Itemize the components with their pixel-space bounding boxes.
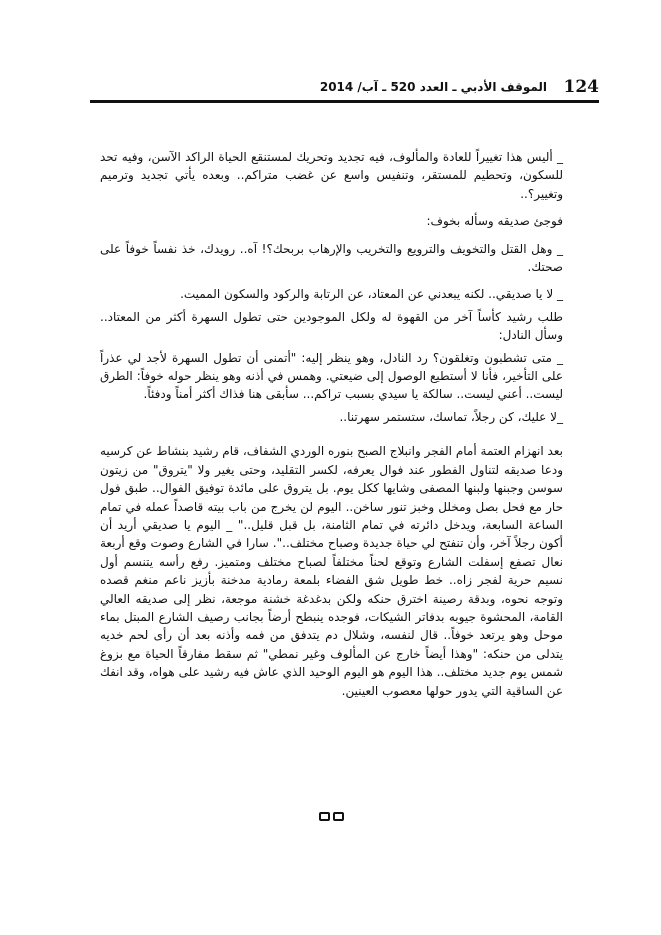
- journal-issue-info: الموقف الأدبي ـ العدد 520 ـ آب/ 2014: [319, 80, 547, 94]
- page-header: [90, 76, 599, 102]
- paragraph-7: _لا عليك، كن رجلاً، تماسك، ستستمر سهرتنا..: [339, 409, 563, 424]
- footer-box-icon: [319, 812, 330, 821]
- header-rule: [90, 100, 599, 103]
- paragraph-8: بعد انهزام العتمة أمام الفجر وانبلاج الصبح بنوره الوردي الشفاف، قام رشيد بنشاط عن كرسيه ودعا صديقه لتناول الفطور عند فوال يعرفه، لكسر التقليد، وحتى يغير ولا "يتروق" من زيتون سوسن وجبنها ولبنها المصفى وشايها ككل يوم. بل يتروق على مائدة توفيق الفوال.. طبق فول حار مع فحل بصل ومخلل وخبز تنور ساخن.. اليوم لن يخرج من باب بيته قاصداً عمله في تمام الساعة السابعة، ويدخل دائرته في تمام الثامنة، بل قبل قليل.." _ اليوم يا صديقي أريد أن أكون رجلاً آخر، وأن تنفتح لي حياة جديدة وصباح مختلف..". سارا في الشارع وصوت وقع أربعة نعال تصفع إسفلت الشارع وتوقع لحناً مختلفاً لصباح مختلف ومتميز. رفع رأسه يتنسم أول نسيم حرية لفجر زاه.. خط طويل شق الفضاء بلمعة رمادية مدخنة بأزيز ناعم منغم قصده وتوجه نحوه، وبدقة رصينة اخترق حنكه ولكن بدغدغة خشنة موجعة، نظر إلى صديقه العالي القامة، المحشوة جيوبه بدفاتر الشيكات، فوجده ينبطح أرضاً بجانب رصيف الشارع المبتل بماء موحل وهو يرتعد خوفاً.. قال لنفسه، وشلال دم يتدفق من فمه وأذنه بعد أن رأى لحم خديه يتدلى من حنكه: "وهذا أيضاً خارج عن المألوف وغير نمطي" ثم سقط مفارقاً الحياة مع بزوغ شمس يوم جديد مختلف.. هذا اليوم هو اليوم الوحيد الذي عاش فيه رشيد على هواه، وقد انفك عن الساقية التي يدور حولها معصوب العينين.: [100, 444, 563, 698]
- paragraph-3: _ وهل القتل والتخويف والترويع والتخريب والإرهاب بربحك؟! آه.. رويدك، خذ نفساً خوفاً على صحتك.: [100, 241, 563, 275]
- paragraph-5: طلب رشيد كأساً آخر من القهوة له ولكل الموجودين حتى تطول السهرة أكثر من المعتاد.. وسأل النادل:: [100, 309, 563, 343]
- paragraph-1: _ أليس هذا تغييراً للعادة والمألوف، فيه تجديد وتحريك لمستنقع الحياة الراكد الآسن، وفيه تحد للسكون، وتحطيم للمستقر، وتنفيس واسع عن غضب متراكم.. وبعده يأتي تجديد وترميم وتغيير؟..: [100, 150, 563, 201]
- paragraph-2: فوجئ صديقه وسأله بخوف:: [426, 214, 563, 229]
- paragraph-4: _ لا يا صديقي.. لكنه يبعدني عن المعتاد، عن الرتابة والركود والسكون المميت.: [180, 287, 563, 302]
- page-number: 124: [563, 77, 599, 97]
- footer-box-icon: [333, 812, 344, 821]
- footer-ornament: [317, 812, 345, 822]
- article-body: [100, 148, 563, 709]
- paragraph-6: _ متى تشطبون وتغلقون؟ رد النادل، وهو ينظر إليه: "أتمنى أن تطول السهرة لأجد لي عذراً على التأخير، فأنا لا أستطيع الوصول إلى ضيعتي. وهمس في أذنه وهو ينظر حوله خوفاً: الطرق ليست.. أعني ليست.. سالكة يا سيدي بسبب تراكم... سأبقى هنا فذاك أكثر أمناً ودفئاً.: [100, 350, 563, 402]
